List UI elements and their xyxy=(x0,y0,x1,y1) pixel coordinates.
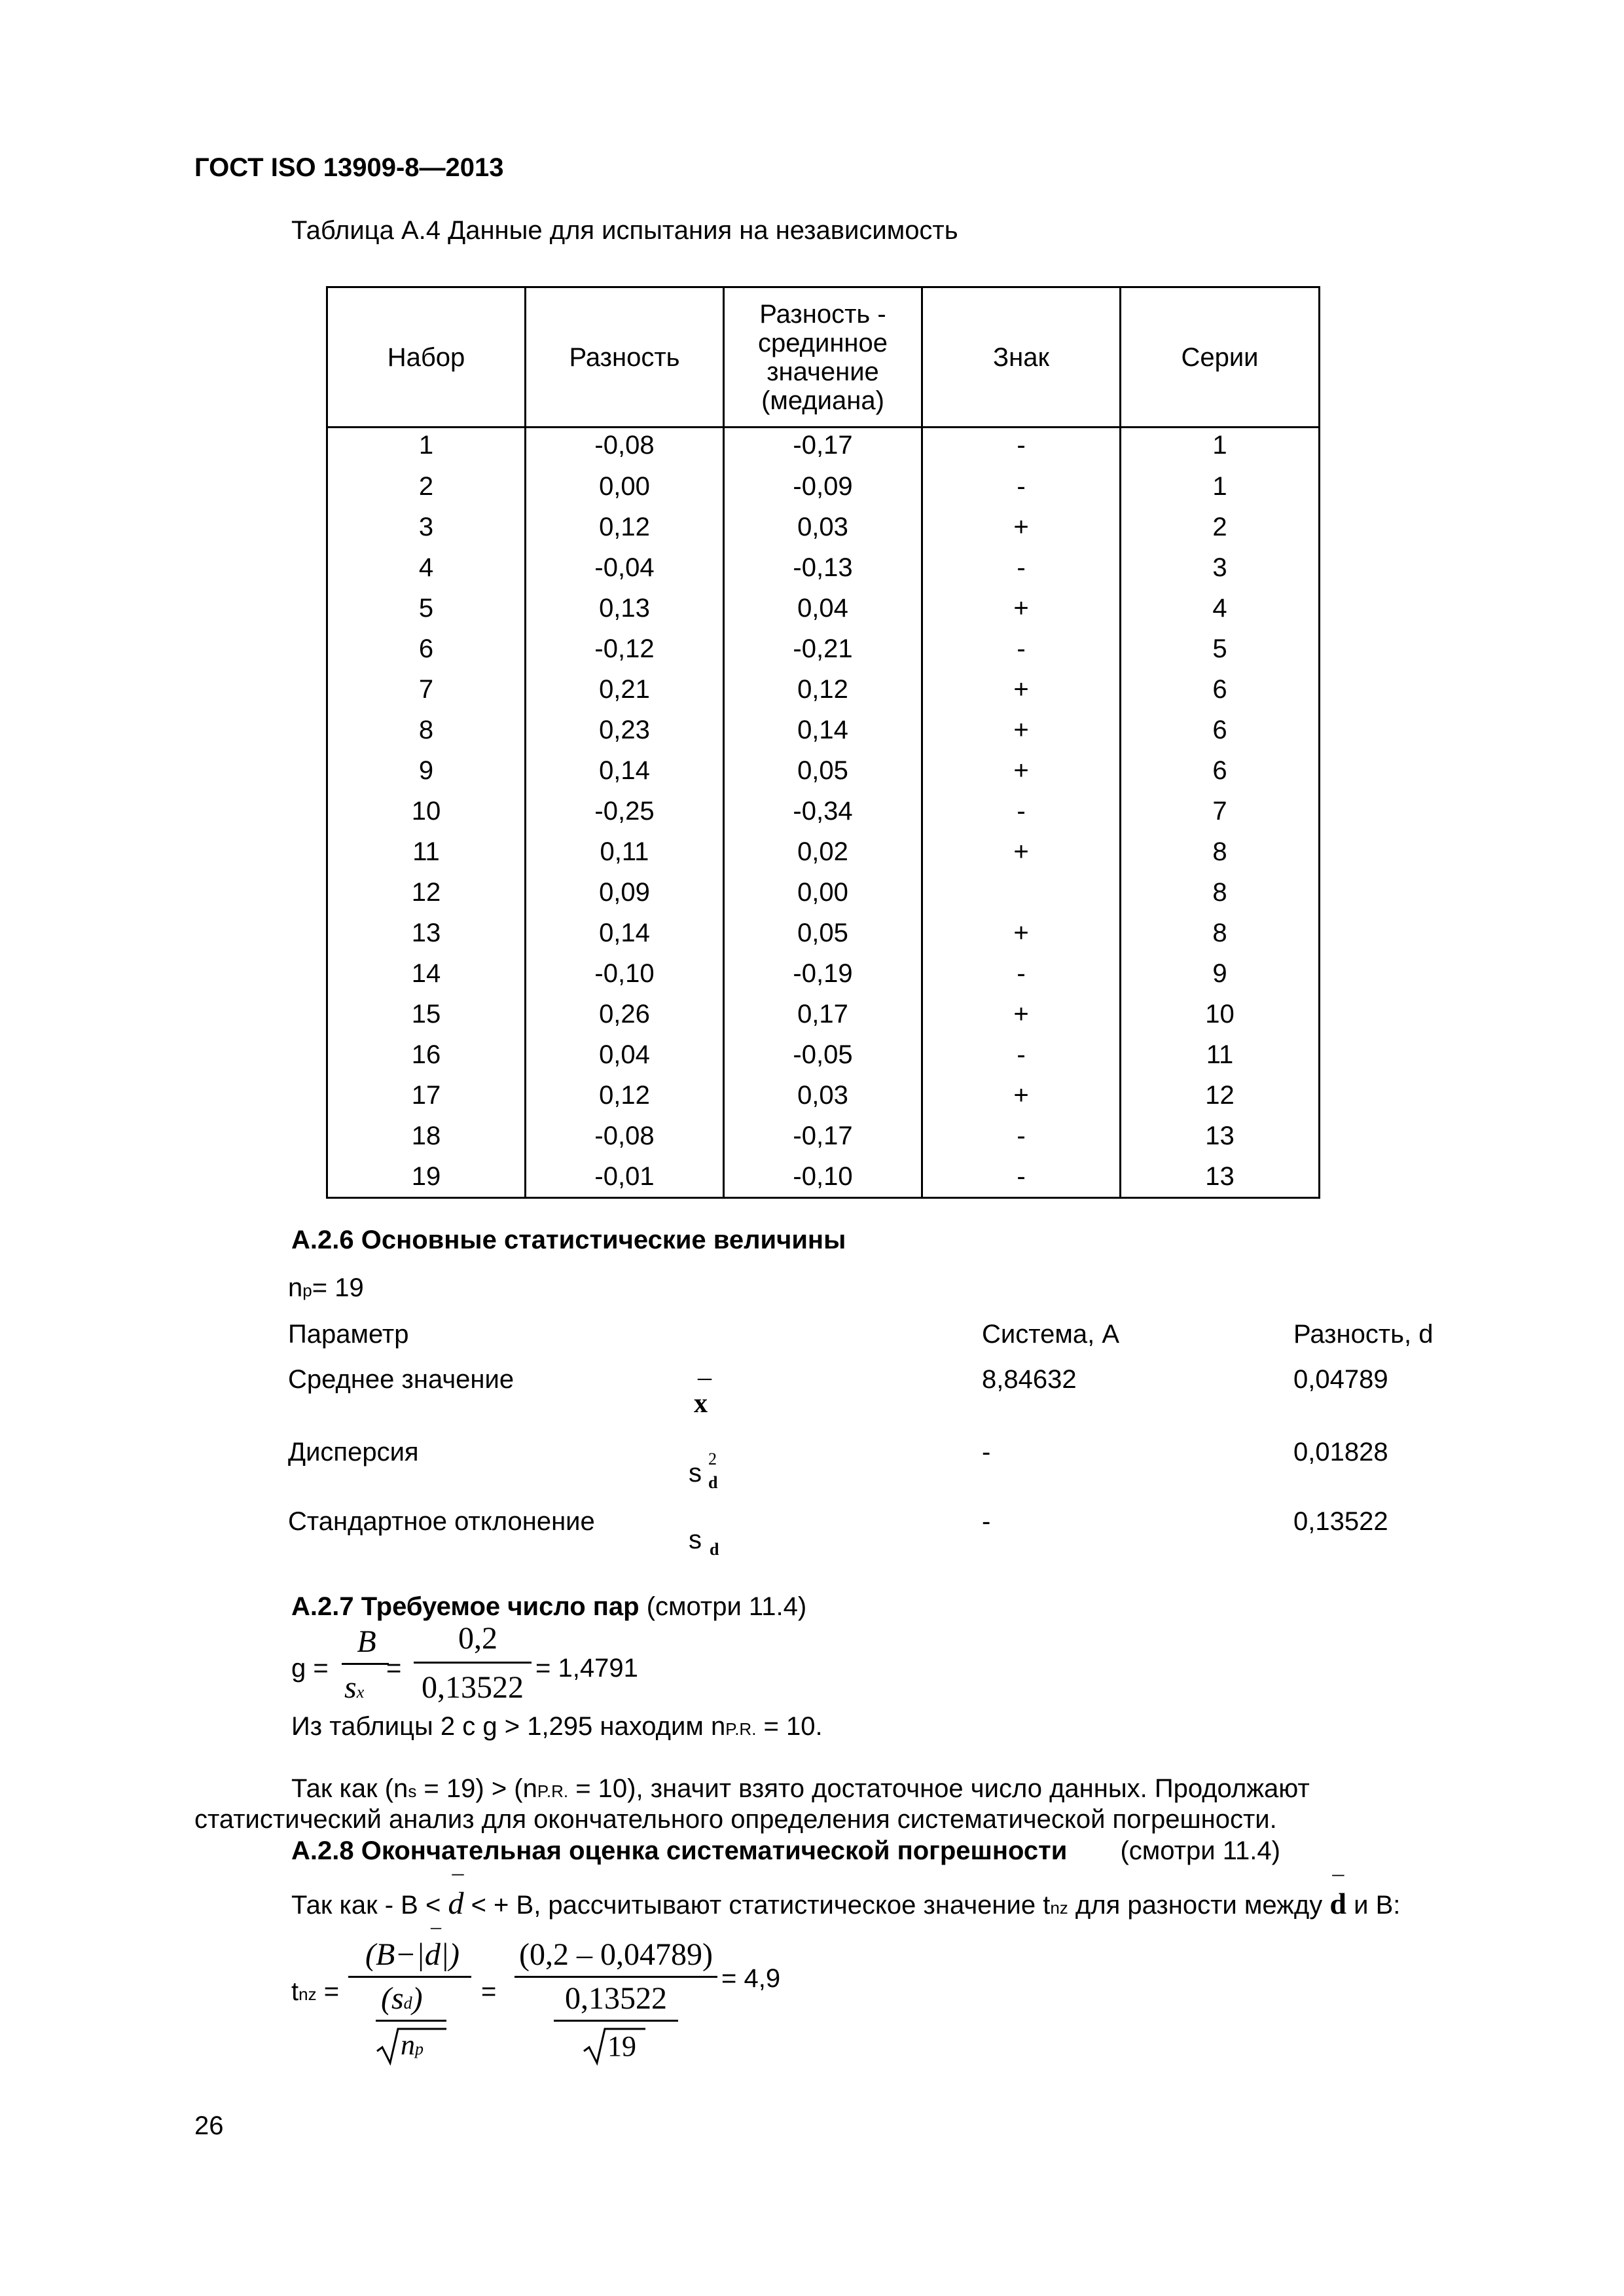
cell-runs: 13 xyxy=(1121,1156,1320,1198)
params-header-param: Параметр xyxy=(288,1320,409,1349)
cell-sign: - xyxy=(922,953,1121,994)
symbol-s: s xyxy=(689,1459,702,1487)
cell-runs: 11 xyxy=(1121,1034,1320,1075)
np-equation xyxy=(288,1273,364,1303)
param-system-mean: 8,84632 xyxy=(982,1365,1077,1394)
subscript: P.R. xyxy=(537,1781,569,1801)
symbol-s: s xyxy=(344,1670,357,1705)
subscript: nz xyxy=(298,1984,317,2004)
fraction2-denominator-bottom: 19 xyxy=(607,2030,636,2062)
cell-set: 5 xyxy=(327,588,526,629)
symbol-d-bar xyxy=(448,1859,464,1921)
document-code: ГОСТ ISO 13909-8—2013 xyxy=(194,153,504,182)
table-header-row xyxy=(327,287,1320,428)
header-line: значение xyxy=(767,357,879,386)
cell-sign: + xyxy=(922,710,1121,750)
cell-difference-median: 0,03 xyxy=(724,507,922,547)
table-row xyxy=(327,913,1320,953)
cell-sign xyxy=(922,872,1121,913)
cell-sign: + xyxy=(922,831,1121,872)
text: и В: xyxy=(1354,1891,1401,1920)
table-row xyxy=(327,466,1320,507)
paragraph-line-2: статистический анализ для окончательного определения систематической погрешности. xyxy=(194,1805,1277,1834)
cell-set: 13 xyxy=(327,913,526,953)
text: (s xyxy=(381,1981,404,2016)
cell-difference: -0,01 xyxy=(526,1156,724,1198)
column-header-runs: Серии xyxy=(1121,287,1320,428)
numerator-text: (B−|d|) xyxy=(365,1937,460,1972)
cell-set: 3 xyxy=(327,507,526,547)
subscript: p xyxy=(415,2039,424,2058)
table-row xyxy=(327,710,1320,750)
table-row xyxy=(327,1075,1320,1116)
note-text: Из таблицы 2 с g > 1,295 находим n xyxy=(291,1712,726,1741)
header-line: срединное xyxy=(758,328,888,357)
cell-sign: + xyxy=(922,750,1121,791)
t-symbol: t xyxy=(291,1977,299,2006)
cell-difference-median: -0,34 xyxy=(724,791,922,831)
text: n xyxy=(401,2029,415,2061)
column-header-difference: Разность xyxy=(526,287,724,428)
subscript: d xyxy=(708,1473,718,1492)
table-row xyxy=(327,1156,1320,1198)
cell-set: 18 xyxy=(327,1116,526,1156)
symbol-d-bar-2 xyxy=(1329,1860,1346,1920)
cell-runs: 5 xyxy=(1121,629,1320,669)
cell-sign: + xyxy=(922,913,1121,953)
table-row xyxy=(327,750,1320,791)
params-header-diff: Разность, d xyxy=(1293,1320,1434,1349)
cell-runs: 6 xyxy=(1121,669,1320,710)
cell-difference-median: -0,21 xyxy=(724,629,922,669)
cell-set: 6 xyxy=(327,629,526,669)
paragraph-line-1 xyxy=(291,1774,1310,1804)
subscript: d xyxy=(710,1540,719,1559)
param-name-stddev: Стандартное отклонение xyxy=(288,1507,595,1536)
subscript: nz xyxy=(1050,1898,1068,1918)
g-result: = 1,4791 xyxy=(535,1654,638,1683)
cell-difference: 0,14 xyxy=(526,913,724,953)
fraction-denominator-sx xyxy=(344,1669,364,1705)
fraction2-numerator: (0,2 – 0,04789) xyxy=(519,1937,713,1972)
cell-difference: 0,13 xyxy=(526,588,724,629)
cell-difference-median: -0,05 xyxy=(724,1034,922,1075)
data-table xyxy=(326,286,1320,1199)
cell-difference: 0,23 xyxy=(526,710,724,750)
fraction-line xyxy=(514,1976,717,1978)
overbar: – xyxy=(452,1859,464,1886)
symbol-s-d-squared xyxy=(689,1449,718,1492)
fraction1-denominator-top xyxy=(381,1980,423,2016)
cell-difference: -0,12 xyxy=(526,629,724,669)
cell-difference-median: 0,05 xyxy=(724,913,922,953)
table-row xyxy=(327,791,1320,831)
cell-set: 2 xyxy=(327,466,526,507)
symbol-s-d xyxy=(689,1525,719,1559)
cell-sign: - xyxy=(922,791,1121,831)
cell-runs: 3 xyxy=(1121,547,1320,588)
overbar: – xyxy=(1332,1860,1344,1886)
cell-difference: 0,12 xyxy=(526,1075,724,1116)
table-row xyxy=(327,507,1320,547)
heading-bold: А.2.8 Окончательная оценка систематической погрешности xyxy=(291,1836,1068,1865)
cell-difference-median: 0,12 xyxy=(724,669,922,710)
fraction-denominator-value: 0,13522 xyxy=(422,1670,524,1705)
condition-line xyxy=(291,1859,1401,1922)
table-row xyxy=(327,588,1320,629)
heading-ref: (смотри 11.4) xyxy=(646,1592,807,1621)
cell-difference-median: 0,00 xyxy=(724,872,922,913)
text: ) xyxy=(412,1981,423,2016)
table-row xyxy=(327,629,1320,669)
subscript: x xyxy=(356,1683,365,1702)
cell-set: 7 xyxy=(327,669,526,710)
table-row xyxy=(327,994,1320,1034)
cell-difference: 0,21 xyxy=(526,669,724,710)
cell-difference: 0,04 xyxy=(526,1034,724,1075)
cell-difference-median: -0,17 xyxy=(724,428,922,467)
cell-set: 8 xyxy=(327,710,526,750)
cell-set: 11 xyxy=(327,831,526,872)
param-diff-variance: 0,01828 xyxy=(1293,1438,1388,1467)
cell-sign: - xyxy=(922,547,1121,588)
heading-bold: А.2.7 Требуемое число пар xyxy=(291,1592,640,1621)
equals-sign: = xyxy=(386,1654,402,1683)
fraction1-denominator-bottom xyxy=(401,2028,424,2062)
cell-set: 1 xyxy=(327,428,526,467)
fraction-numerator-value: 0,2 xyxy=(458,1621,497,1656)
cell-difference-median: 0,14 xyxy=(724,710,922,750)
cell-runs: 2 xyxy=(1121,507,1320,547)
cell-runs: 7 xyxy=(1121,791,1320,831)
column-header-set: Набор xyxy=(327,287,526,428)
symbol-s: s xyxy=(689,1525,702,1554)
text: < + В, рассчитывают статистическое значение t xyxy=(471,1891,1051,1920)
cell-set: 9 xyxy=(327,750,526,791)
table-row xyxy=(327,1034,1320,1075)
fraction2-denominator-top: 0,13522 xyxy=(565,1981,667,2016)
section-heading-a26: А.2.6 Основные статистические величины xyxy=(291,1226,846,1254)
equals-sign: = xyxy=(481,1977,497,2006)
fraction-line-inner xyxy=(376,2020,446,2022)
equals-sign: = xyxy=(323,1977,340,2006)
cell-runs: 1 xyxy=(1121,428,1320,467)
note-subscript: P.R. xyxy=(725,1719,757,1739)
cell-runs: 10 xyxy=(1121,994,1320,1034)
header-line: Разность - xyxy=(759,299,886,329)
table-row xyxy=(327,669,1320,710)
page-number: 26 xyxy=(194,2111,224,2140)
cell-set: 12 xyxy=(327,872,526,913)
cell-difference: -0,08 xyxy=(526,1116,724,1156)
param-name-variance: Дисперсия xyxy=(288,1438,419,1467)
cell-runs: 6 xyxy=(1121,710,1320,750)
cell-set: 15 xyxy=(327,994,526,1034)
cell-sign: - xyxy=(922,466,1121,507)
cell-set: 19 xyxy=(327,1156,526,1198)
table-lookup-note xyxy=(291,1712,823,1741)
g-label: g = xyxy=(291,1654,329,1683)
table-row xyxy=(327,547,1320,588)
cell-difference-median: 0,05 xyxy=(724,750,922,791)
cell-runs: 13 xyxy=(1121,1116,1320,1156)
subscript: d xyxy=(403,1994,412,2013)
cell-runs: 6 xyxy=(1121,750,1320,791)
text: = 10), значит взято достаточное число данных. Продолжают xyxy=(568,1774,1310,1803)
cell-difference-median: 0,04 xyxy=(724,588,922,629)
cell-difference-median: -0,19 xyxy=(724,953,922,994)
params-header-system: Система, А xyxy=(982,1320,1119,1349)
table-row xyxy=(327,1116,1320,1156)
table-caption: Таблица А.4 Данные для испытания на независимость xyxy=(291,216,958,245)
cell-set: 14 xyxy=(327,953,526,994)
column-header-difference-median xyxy=(724,287,922,428)
header-line: (медиана) xyxy=(761,386,884,415)
cell-difference: -0,10 xyxy=(526,953,724,994)
cell-difference: -0,25 xyxy=(526,791,724,831)
heading-ref: (смотри 11.4) xyxy=(1120,1836,1280,1865)
text: для разности между xyxy=(1068,1891,1323,1920)
cell-difference-median: 0,02 xyxy=(724,831,922,872)
cell-difference-median: 0,03 xyxy=(724,1075,922,1116)
fraction-line xyxy=(348,1976,471,1978)
cell-difference: 0,14 xyxy=(526,750,724,791)
cell-sign: - xyxy=(922,629,1121,669)
cell-difference: 0,11 xyxy=(526,831,724,872)
cell-difference-median: -0,17 xyxy=(724,1116,922,1156)
cell-difference: 0,09 xyxy=(526,872,724,913)
cell-runs: 9 xyxy=(1121,953,1320,994)
cell-difference: -0,04 xyxy=(526,547,724,588)
cell-sign: - xyxy=(922,1034,1121,1075)
cell-sign: + xyxy=(922,669,1121,710)
cell-difference-median: 0,17 xyxy=(724,994,922,1034)
cell-difference: 0,00 xyxy=(526,466,724,507)
cell-set: 4 xyxy=(327,547,526,588)
section-heading-a27 xyxy=(291,1592,806,1622)
t-label xyxy=(291,1977,339,2007)
np-value: = 19 xyxy=(312,1273,364,1302)
cell-difference-median: -0,13 xyxy=(724,547,922,588)
t-result: = 4,9 xyxy=(721,1964,781,1993)
cell-set: 10 xyxy=(327,791,526,831)
table-row xyxy=(327,428,1320,467)
cell-runs: 8 xyxy=(1121,831,1320,872)
fraction-line xyxy=(342,1663,389,1665)
table-row xyxy=(327,831,1320,872)
text: = 19) > (n xyxy=(416,1774,537,1803)
cell-set: 17 xyxy=(327,1075,526,1116)
text: Так как - В < xyxy=(291,1891,441,1920)
cell-sign: - xyxy=(922,428,1121,467)
cell-difference: 0,26 xyxy=(526,994,724,1034)
section-heading-a28 xyxy=(291,1836,1280,1866)
cell-runs: 12 xyxy=(1121,1075,1320,1116)
symbol-x-bar xyxy=(694,1362,712,1419)
table-row xyxy=(327,872,1320,913)
cell-sign: + xyxy=(922,588,1121,629)
cell-sign: + xyxy=(922,507,1121,547)
param-system-stddev: - xyxy=(982,1507,991,1536)
np-subscript: p xyxy=(302,1281,312,1300)
np-label: n xyxy=(288,1273,303,1302)
fraction-numerator-b: B xyxy=(357,1624,376,1659)
subscript: s xyxy=(408,1781,417,1801)
cell-runs: 8 xyxy=(1121,872,1320,913)
param-system-variance: - xyxy=(982,1438,991,1467)
column-header-sign: Знак xyxy=(922,287,1121,428)
cell-set: 16 xyxy=(327,1034,526,1075)
note-end: = 10. xyxy=(756,1712,823,1741)
param-diff-stddev: 0,13522 xyxy=(1293,1507,1388,1536)
cell-difference-median: -0,10 xyxy=(724,1156,922,1198)
cell-sign: + xyxy=(922,994,1121,1034)
symbol-d: d xyxy=(448,1886,464,1921)
cell-sign: + xyxy=(922,1075,1121,1116)
cell-difference: -0,08 xyxy=(526,428,724,467)
superscript: 2 xyxy=(708,1449,717,1468)
fraction-line xyxy=(414,1662,532,1664)
param-name-mean: Среднее значение xyxy=(288,1365,514,1394)
fraction-line-inner xyxy=(554,2020,678,2022)
text: Так как (n xyxy=(291,1774,408,1803)
param-diff-mean: 0,04789 xyxy=(1293,1365,1388,1394)
overbar: – xyxy=(698,1362,712,1393)
table-row xyxy=(327,953,1320,994)
overbar: – xyxy=(431,1914,441,1938)
cell-sign: - xyxy=(922,1156,1121,1198)
cell-difference: 0,12 xyxy=(526,507,724,547)
cell-difference-median: -0,09 xyxy=(724,466,922,507)
symbol-x: x xyxy=(694,1389,708,1419)
symbol-d: d xyxy=(1329,1887,1346,1920)
fraction1-numerator xyxy=(353,1914,471,1973)
cell-runs: 1 xyxy=(1121,466,1320,507)
cell-sign: - xyxy=(922,1116,1121,1156)
cell-runs: 4 xyxy=(1121,588,1320,629)
cell-runs: 8 xyxy=(1121,913,1320,953)
